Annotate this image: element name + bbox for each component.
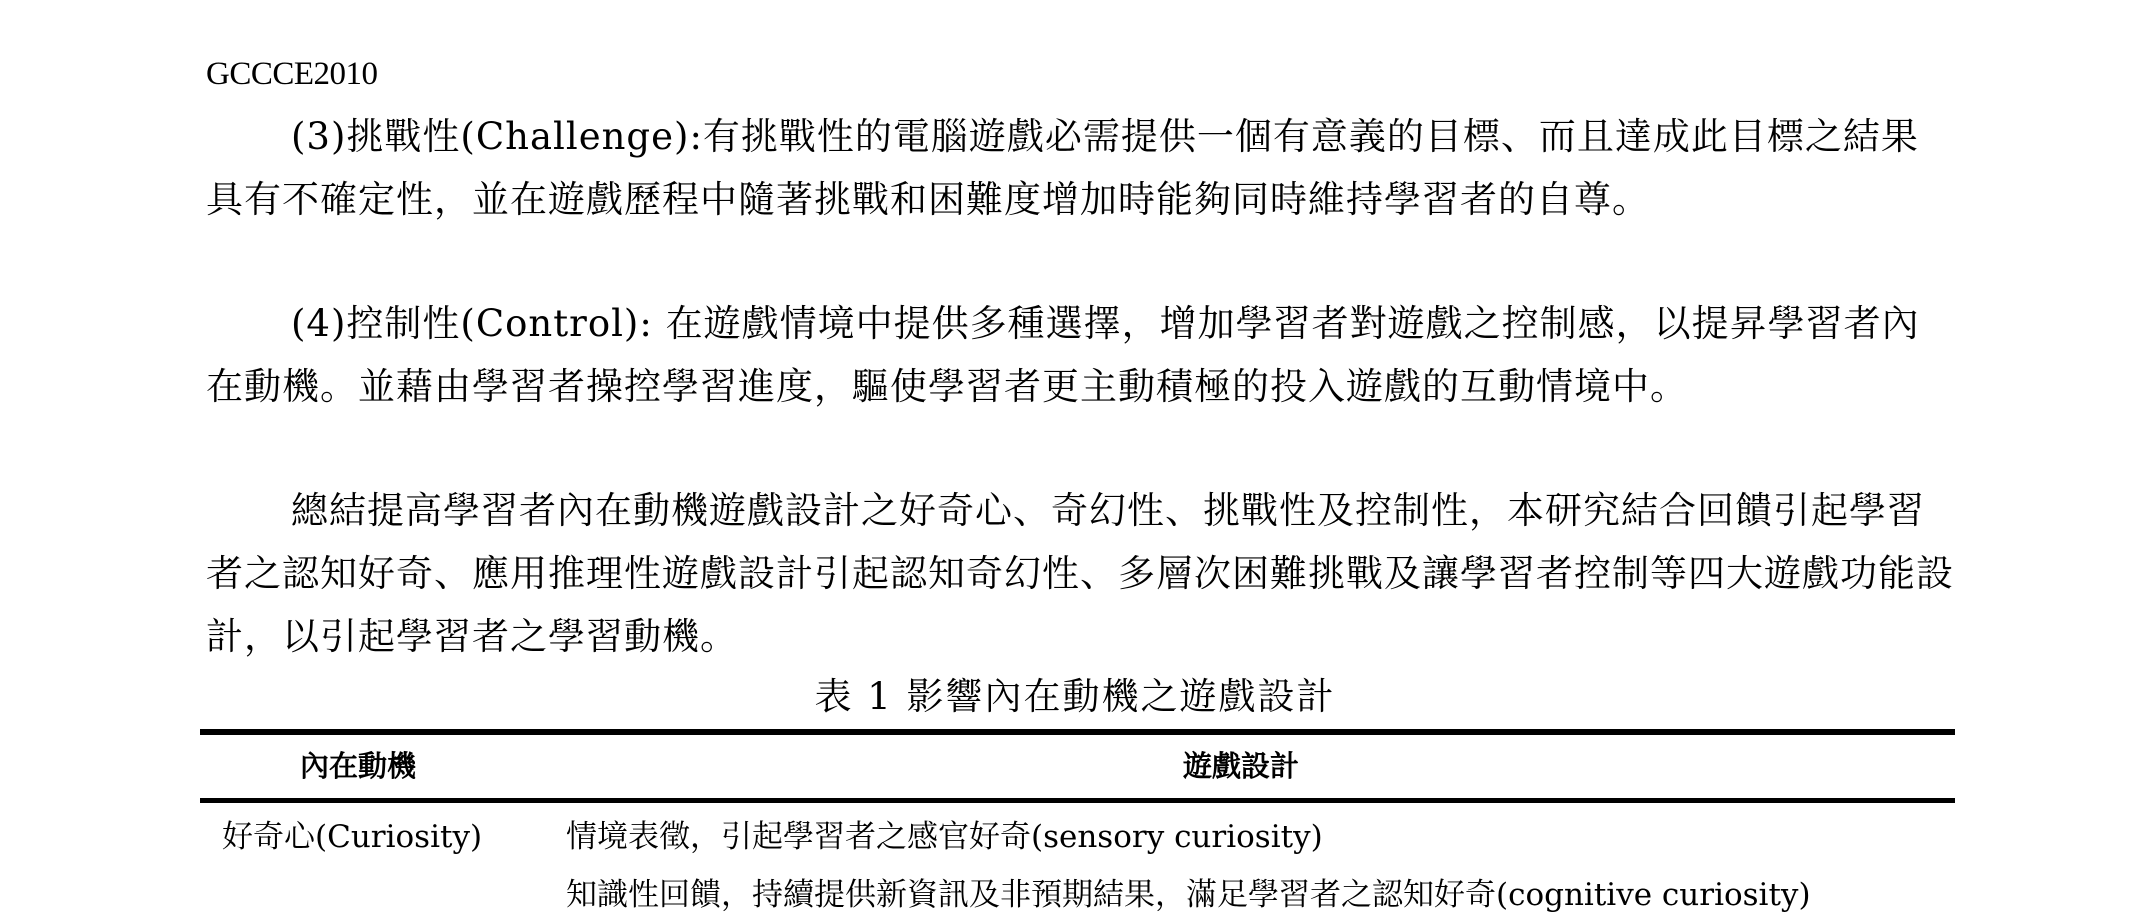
conference-tag: GCCCE2010 [206,56,378,92]
table-caption: 表 1 影響內在動機之遊戲設計 [814,675,1336,718]
paragraph-summary-text: 總結提高學習者內在動機遊戲設計之好奇心、奇幻性、挑戰性及控制性，本研究結合回饋引起學習者之認知好奇、應用推理性遊戲設計引起認知奇幻性、多層次困難挑戰及讓學習者控制等四大遊戲功能設計，以引起學習者之學習動機。 [206,489,1954,658]
table-cell-design: 知識性回饋，持續提供新資訊及非預期結果，滿足學習者之認知好奇(cognitive curiosity) [566,877,1811,913]
paragraph-challenge [206,105,1956,231]
paragraph-challenge-text: (3)挑戰性(Challenge):有挑戰性的電腦遊戲必需提供一個有意義的目標、而且達成此目標之結果具有不確定性，並在遊戲歷程中隨著挑戰和困難度增加時能夠同時維持學習者的自尊。 [206,115,1919,221]
paragraph-control-text: (4)控制性(Control): 在遊戲情境中提供多種選擇，增加學習者對遊戲之控制感，以提昇學習者內在動機。並藉由學習者操控學習進度，驅使學習者更主動積極的投入遊戲的互動情境中。 [206,302,1920,408]
table-cell-motivation: 好奇心(Curiosity) [222,819,483,855]
table-cell-design: 情境表徵，引起學習者之感官好奇(sensory curiosity) [566,819,1323,855]
paragraph-summary [206,479,1956,668]
paragraph-control [206,292,1956,418]
table-header-motivation: 內在動機 [300,749,417,783]
table-header-rule [200,798,1955,803]
table-header-design: 遊戲設計 [1183,749,1300,783]
table-top-rule [200,729,1955,735]
